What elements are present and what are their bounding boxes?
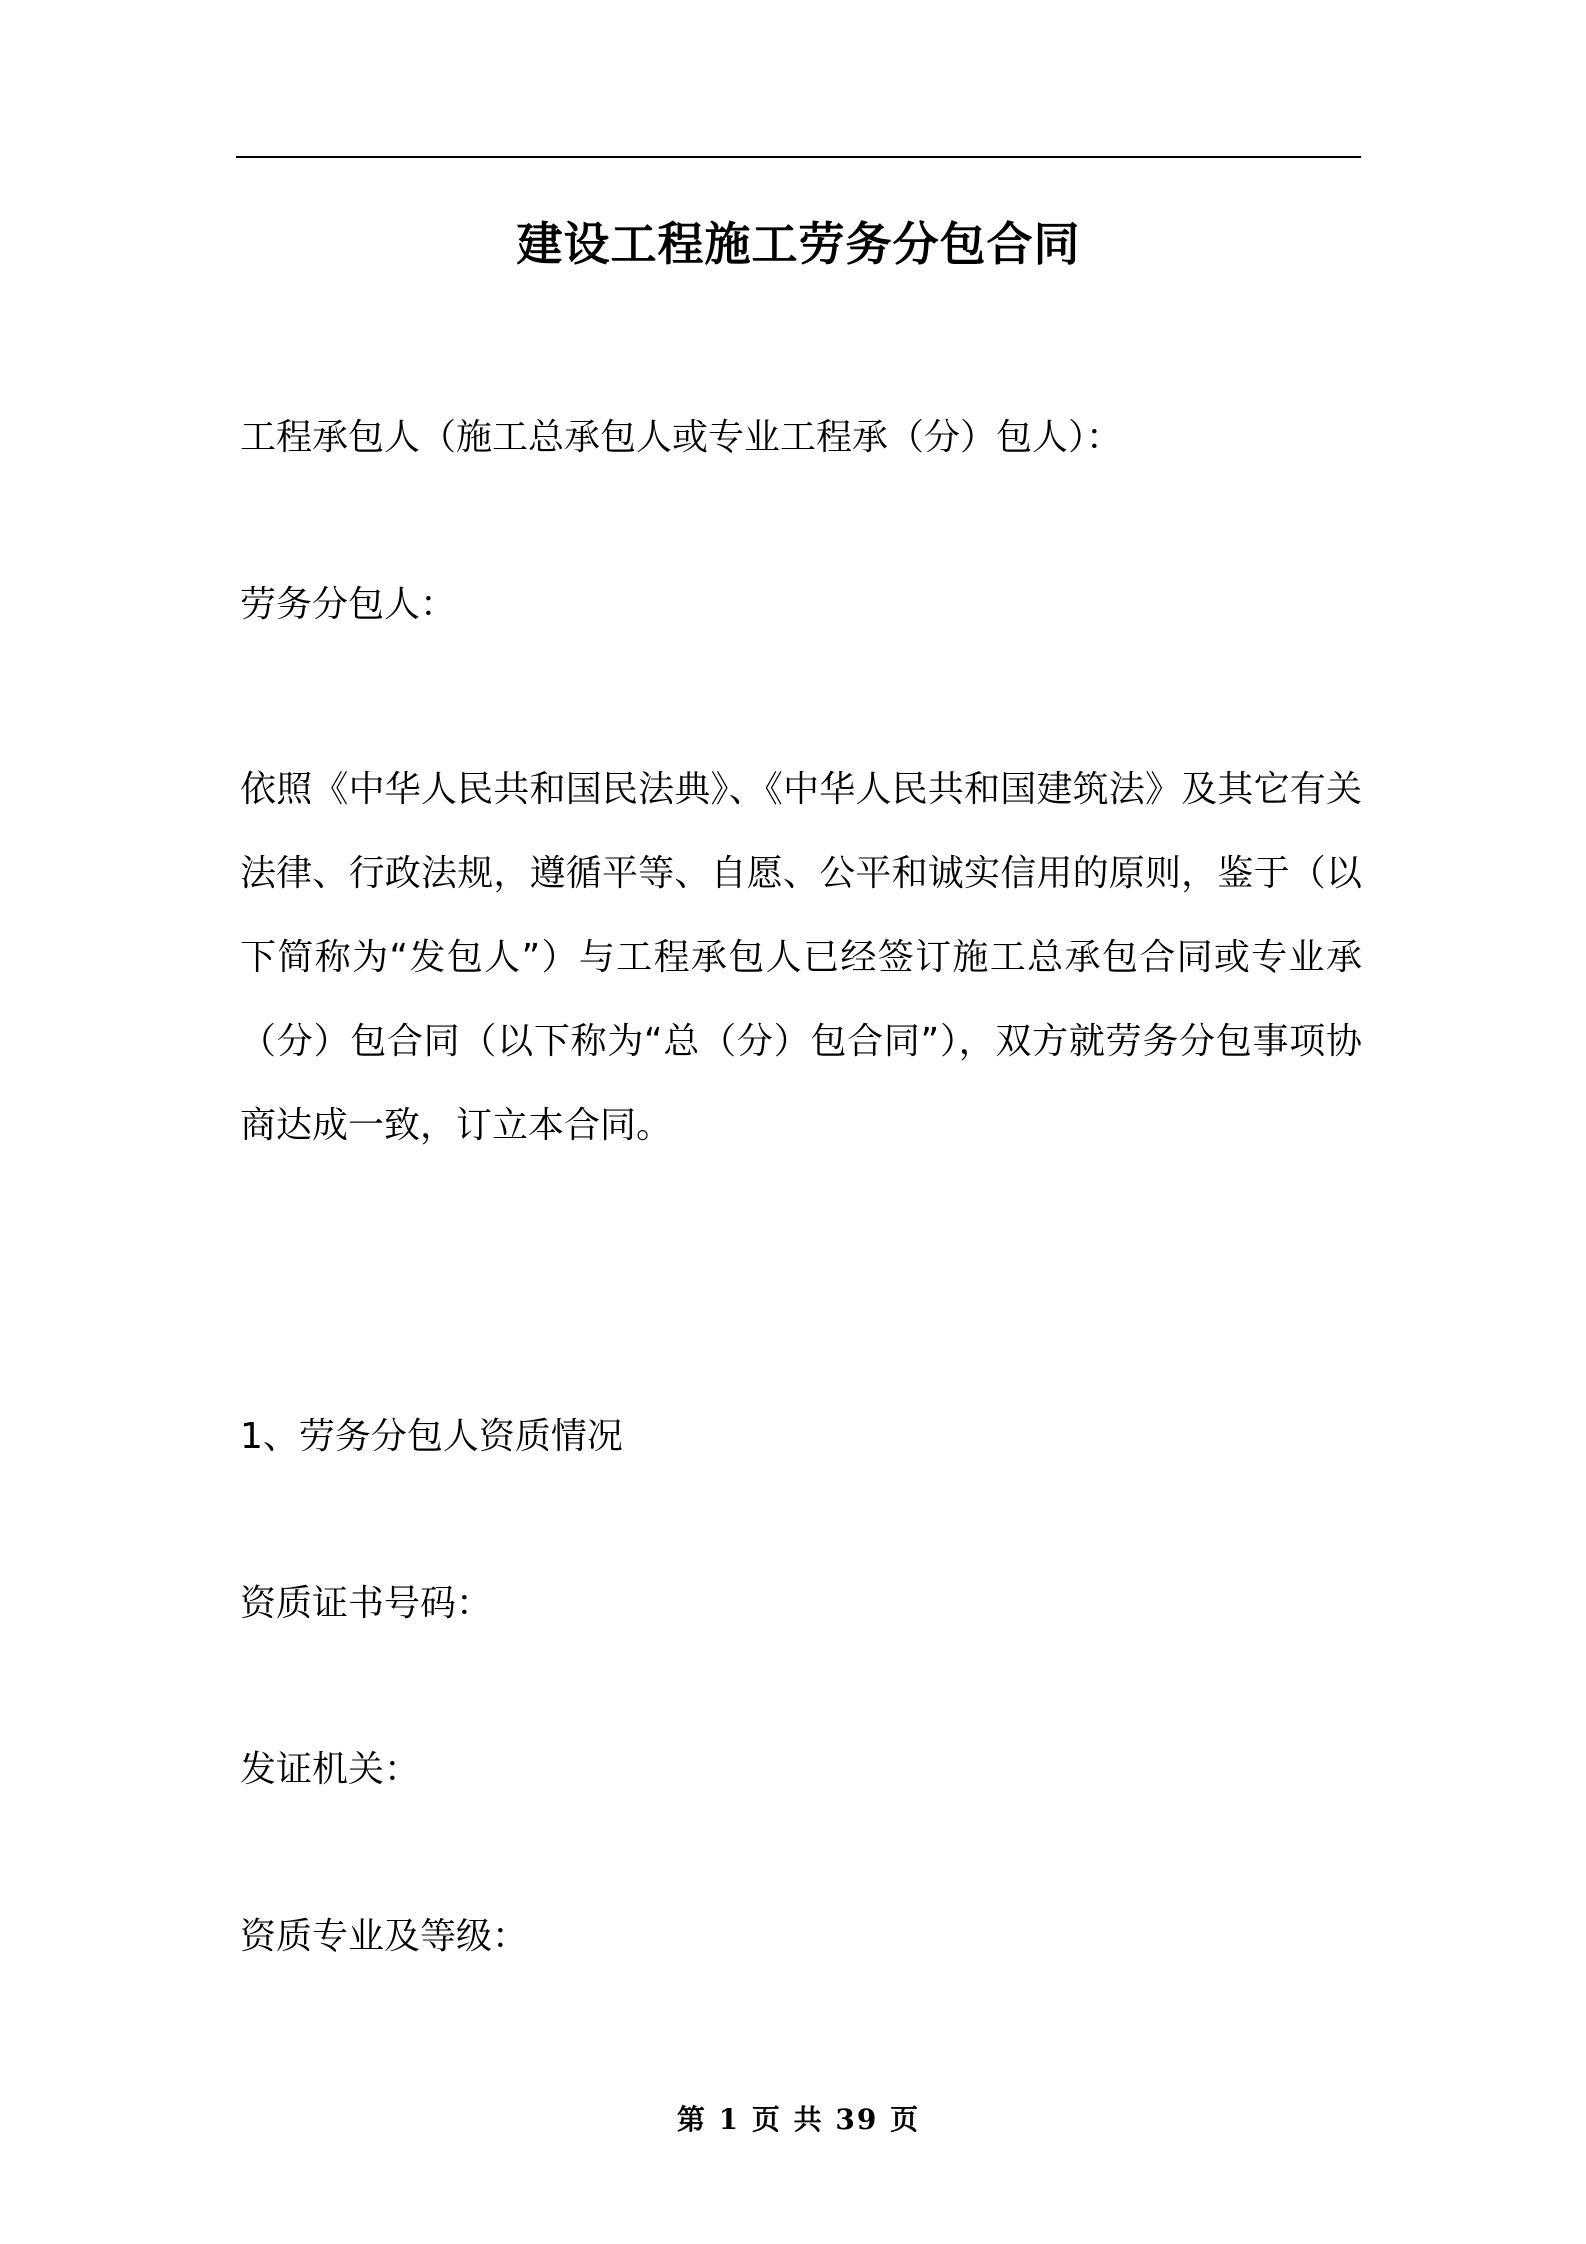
document-title: 建设工程施工劳务分包合同 bbox=[516, 217, 1081, 271]
page-indicator: 第 1 页 共 39 页 bbox=[676, 2103, 921, 2136]
issuing-authority-label: 发证机关： bbox=[240, 1749, 421, 1790]
preamble-paragraph: 依照《中华人民共和国民法典》、《中华人民共和国建筑法》及其它有关法律、行政法规，遵循平等、自愿、公平和诚实信用的原则，鉴于（以下简称为“发包人”）与工程承包人已经签订施工总承包合同或专业承（分）包合同（以下称为“总（分）包合同”），双方就劳务分包事项协商达成一致，订立本合同。 bbox=[240, 769, 1362, 1146]
contractor-label: 工程承包人（施工总承包人或专业工程承（分）包人）： bbox=[240, 417, 1123, 458]
subcontractor-label: 劳务分包人： bbox=[240, 584, 457, 625]
header-rule bbox=[236, 156, 1361, 158]
qualification-label: 资质专业及等级： bbox=[240, 1916, 529, 1957]
certificate-number-label: 资质证书号码： bbox=[240, 1583, 493, 1624]
section-heading: 1、劳务分包人资质情况 bbox=[240, 1416, 623, 1457]
